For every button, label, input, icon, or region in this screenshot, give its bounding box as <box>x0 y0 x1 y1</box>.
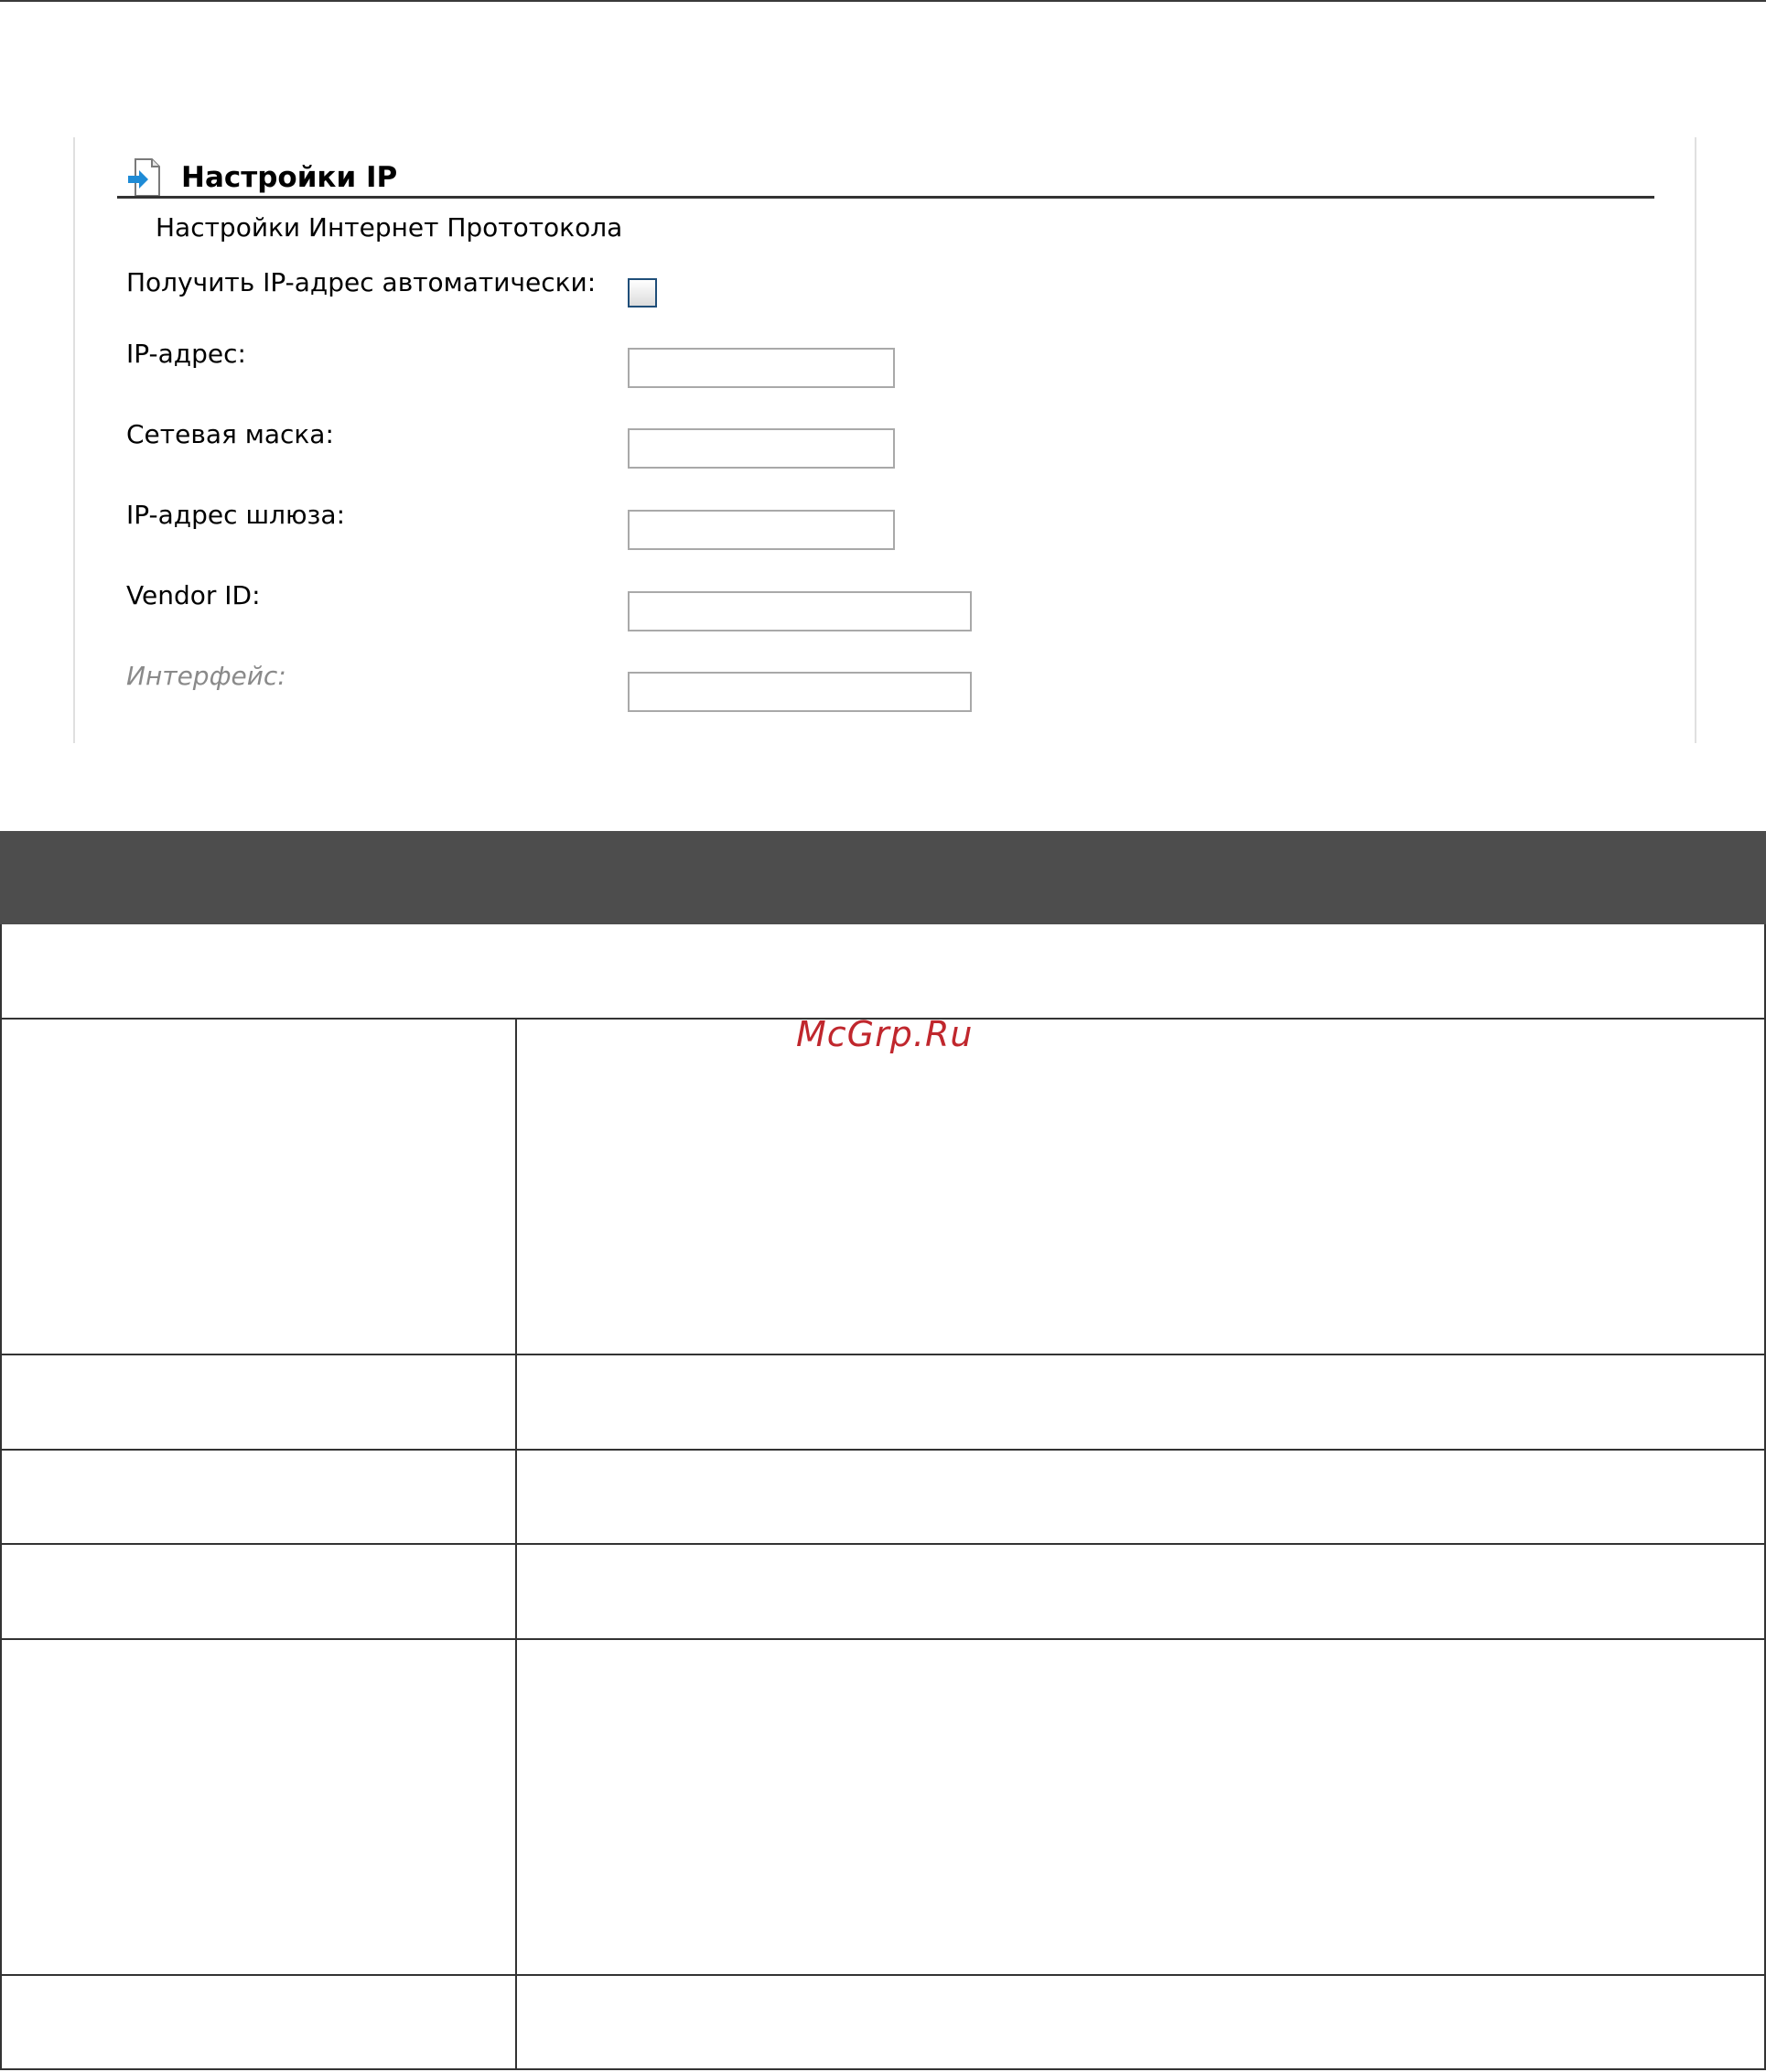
table-cell-description <box>517 1545 1764 1638</box>
table-cell-description <box>517 1451 1764 1543</box>
table-cell-param <box>2 1976 517 2068</box>
auto-ip-label: Получить IP-адрес автоматически: <box>126 267 597 297</box>
watermark: McGrp.Ru <box>796 1014 974 1054</box>
ip-address-input[interactable] <box>628 348 895 388</box>
interface-label: Интерфейс: <box>126 661 286 691</box>
gateway-label: IP-адрес шлюза: <box>126 500 346 530</box>
vendor-id-input[interactable] <box>628 591 972 631</box>
table-row <box>0 1545 1766 1640</box>
table-row <box>0 1451 1766 1545</box>
table-cell-description <box>517 1020 1764 1354</box>
ip-address-label: IP-адрес: <box>126 339 246 369</box>
table-row <box>0 1355 1766 1451</box>
vendor-id-label: Vendor ID: <box>126 580 261 610</box>
table-row <box>0 1976 1766 2070</box>
table-subheader <box>0 924 1766 1020</box>
table-cell-param <box>2 1640 517 1974</box>
section-label: Настройки Интернет Прототокола <box>156 212 623 243</box>
gateway-input[interactable] <box>628 510 895 550</box>
subnet-mask-input[interactable] <box>628 428 895 469</box>
table-cell-description <box>517 1355 1764 1449</box>
table-header <box>0 831 1766 924</box>
table-cell-param <box>2 1020 517 1354</box>
document-arrow-icon <box>126 156 163 200</box>
table-cell-param <box>2 1451 517 1543</box>
panel-divider <box>117 196 1654 199</box>
table-cell-param <box>2 1545 517 1638</box>
subnet-mask-label: Сетевая маска: <box>126 419 334 449</box>
auto-ip-checkbox[interactable] <box>628 278 657 308</box>
table-row <box>0 1640 1766 1976</box>
table-cell-description <box>517 1976 1764 2068</box>
table-row <box>0 1020 1766 1355</box>
top-rule <box>0 0 1766 2</box>
interface-input <box>628 672 972 712</box>
table-cell-description <box>517 1640 1764 1974</box>
ip-settings-panel <box>73 137 1696 743</box>
panel-title: Настройки IP <box>181 161 398 194</box>
table-cell-param <box>2 1355 517 1449</box>
